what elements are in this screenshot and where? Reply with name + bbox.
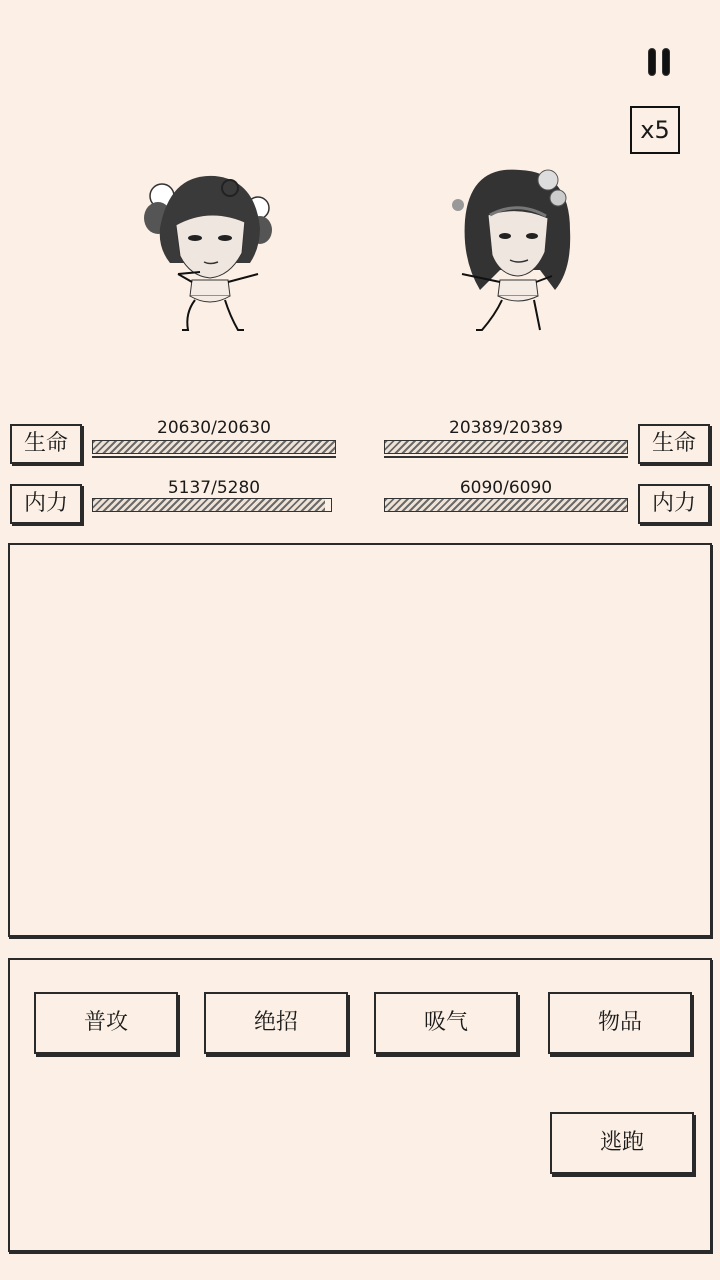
ultimate-button[interactable]: 绝招 xyxy=(204,992,348,1054)
enemy-hp-bar xyxy=(384,440,628,454)
enemy-mp-value: 6090/6090 xyxy=(459,478,553,498)
enemy-hp-label: 生命 xyxy=(638,424,710,464)
player-hp-fill xyxy=(93,441,335,453)
pause-icon xyxy=(648,48,656,76)
player-mp-bar xyxy=(92,498,332,512)
player-mp-value: 5137/5280 xyxy=(167,478,261,498)
enemy-character xyxy=(440,160,590,340)
enemy-mp-fill xyxy=(385,499,627,511)
enemy-mp-label: 内力 xyxy=(638,484,710,524)
speed-toggle-button[interactable]: x5 xyxy=(630,106,680,154)
enemy-hp-value: 20389/20389 xyxy=(449,418,563,438)
player-mp-fill xyxy=(93,499,325,511)
player-mp-label: 内力 xyxy=(10,484,82,524)
battle-log-panel xyxy=(8,543,712,937)
items-button[interactable]: 物品 xyxy=(548,992,692,1054)
normal-attack-button[interactable]: 普攻 xyxy=(34,992,178,1054)
breathe-button[interactable]: 吸气 xyxy=(374,992,518,1054)
flee-button[interactable]: 逃跑 xyxy=(550,1112,694,1174)
player-hp-label: 生命 xyxy=(10,424,82,464)
enemy-hp-fill xyxy=(385,441,627,453)
action-panel xyxy=(8,958,712,1252)
pause-button[interactable] xyxy=(644,44,676,78)
player-hp-value: 20630/20630 xyxy=(157,418,271,438)
player-character xyxy=(130,168,280,338)
enemy-mp-bar xyxy=(384,498,628,512)
player-hp-bar xyxy=(92,440,336,454)
